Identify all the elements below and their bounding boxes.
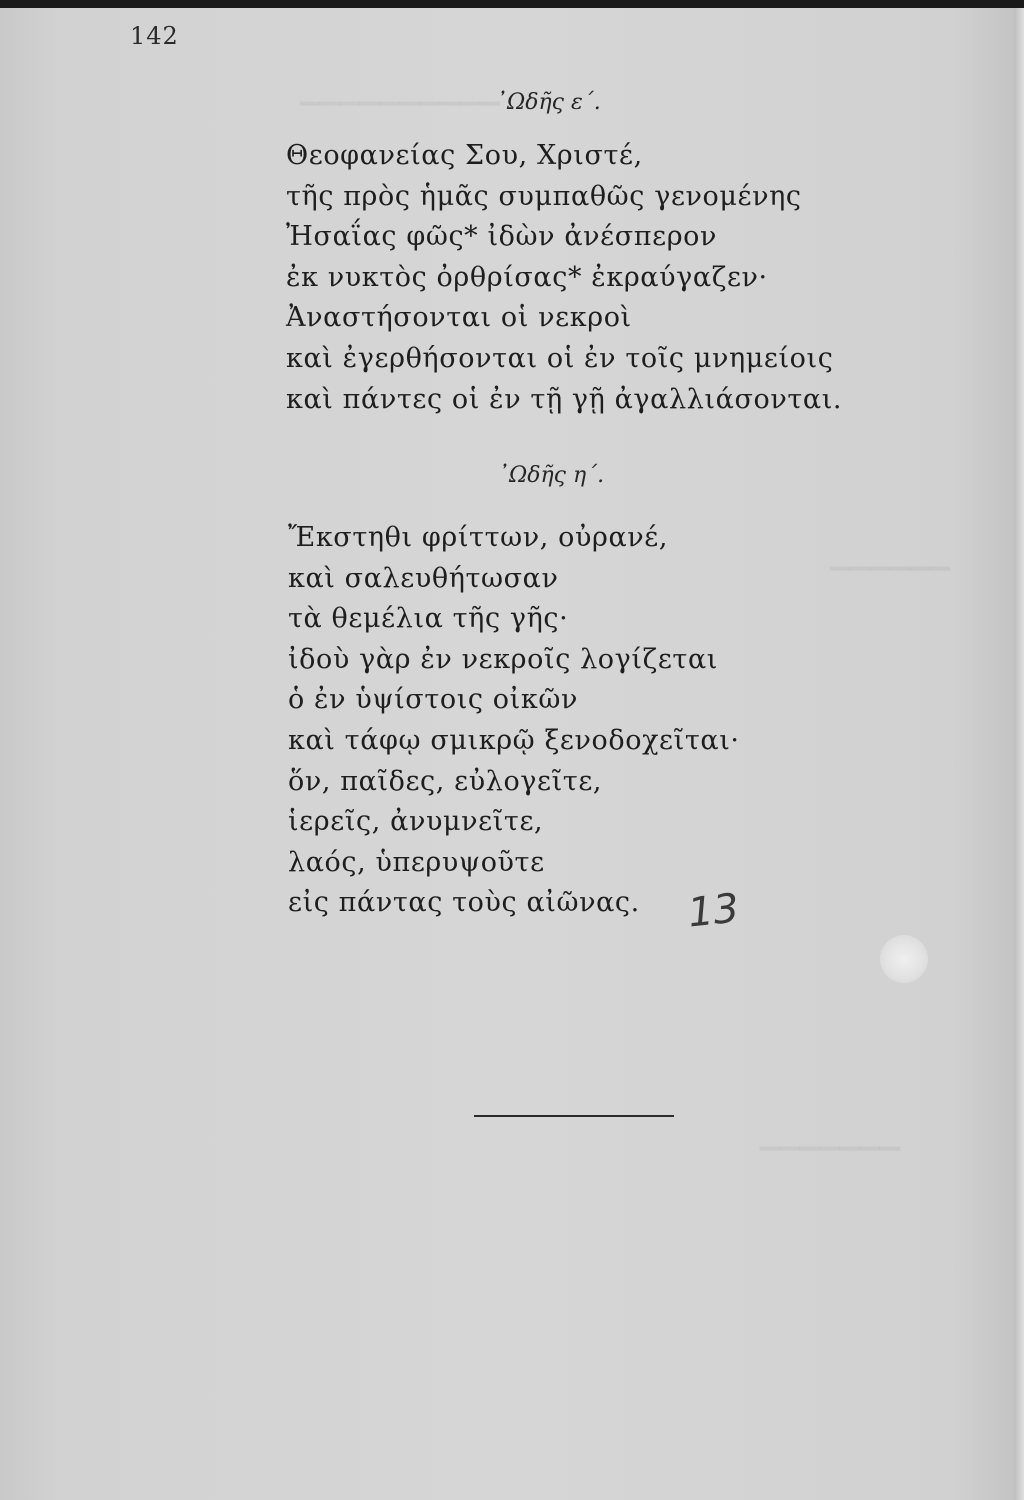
bleed-through-text: ▔▔▔▔▔▔▔▔▔▔ bbox=[300, 103, 500, 133]
verse-line: Ἔκστηθι φρίττων, οὐρανέ, bbox=[288, 522, 669, 553]
bleed-through-text: ▔▔▔▔▔▔ bbox=[830, 568, 950, 598]
verse-line: καὶ πάντες οἱ ἐν τῇ γῇ ἀγαλλιάσονται. bbox=[286, 383, 843, 415]
verse-line: λαός, ὑπερυψοῦτε bbox=[288, 846, 545, 878]
paper-blemish bbox=[880, 935, 928, 983]
verse-line: ὅν, παῖδες, εὐλογεῖτε, bbox=[288, 765, 603, 797]
ode-8-heading: ᾽Ωδῆς η΄. bbox=[498, 463, 605, 488]
verse-line: Ἠσαΐας φῶς* ἰδὼν ἀνέσπερον bbox=[286, 221, 718, 253]
page-fold-edge bbox=[1014, 8, 1024, 1500]
verse-line: τὰ θεμέλια τῆς γῆς· bbox=[288, 603, 569, 635]
page-number: 142 bbox=[130, 22, 179, 50]
scan-top-edge bbox=[0, 0, 1024, 8]
verse-line: ἱερεῖς, ἀνυμνεῖτε, bbox=[288, 806, 544, 838]
ode-5-heading: ᾽Ωδῆς ε΄. bbox=[496, 90, 601, 115]
verse-line: ἐκ νυκτὸς ὀρθρίσας* ἐκραύγαζεν· bbox=[286, 261, 768, 293]
ode-5-stanza bbox=[286, 136, 842, 420]
verse-line: καὶ σαλευθήτωσαν bbox=[288, 562, 559, 594]
ode-8-stanza bbox=[288, 518, 740, 924]
bleed-through-text: ▔▔▔▔▔▔▔ bbox=[760, 1148, 900, 1178]
verse-line: Ἀναστήσονται οἱ νεκροὶ bbox=[286, 302, 632, 334]
handwritten-annotation: 13 bbox=[685, 885, 742, 937]
verse-line: τῆς πρὸς ἡμᾶς συμπαθῶς γενομένης bbox=[286, 180, 802, 212]
verse-line: καὶ ἐγερθήσονται οἱ ἐν τοῖς μνημείοις bbox=[286, 342, 834, 374]
verse-line: ὁ ἐν ὑψίστοις οἰκῶν bbox=[288, 684, 578, 716]
section-divider-rule bbox=[474, 1115, 674, 1117]
verse-line: Θεοφανείας Σου, Χριστέ, bbox=[286, 140, 643, 171]
verse-line: ἰδοὺ γὰρ ἐν νεκροῖς λογίζεται bbox=[288, 643, 718, 675]
verse-line: εἰς πάντας τοὺς αἰῶνας. bbox=[288, 887, 640, 919]
verse-line: καὶ τάφῳ σμικρῷ ξενοδοχεῖται· bbox=[288, 724, 740, 756]
